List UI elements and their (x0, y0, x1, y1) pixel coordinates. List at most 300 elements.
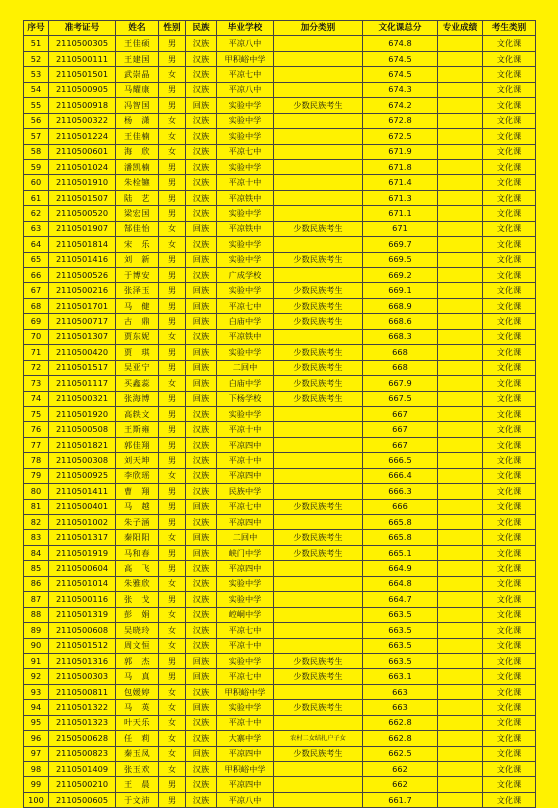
cell-seq: 73 (24, 376, 49, 391)
cell-major-score (438, 82, 483, 97)
table-row (24, 283, 536, 298)
cell-ethnicity: 汉族 (186, 129, 217, 144)
cell-candidate-type: 文化课 (483, 237, 536, 252)
cell-seq: 59 (24, 159, 49, 174)
table-body (24, 36, 536, 808)
cell-exam-id: 2110501512 (49, 638, 116, 653)
cell-bonus-type (274, 206, 363, 221)
cell-bonus-type: 少数民族考生 (274, 746, 363, 761)
table-row (24, 576, 536, 591)
table-row (24, 360, 536, 375)
cell-gender: 男 (159, 345, 186, 360)
cell-culture-score: 671.3 (363, 190, 438, 205)
header-bonus-type: 加分类别 (274, 21, 363, 36)
header-school: 毕业学校 (217, 21, 274, 36)
cell-gender: 男 (159, 175, 186, 190)
cell-candidate-type: 文化课 (483, 623, 536, 638)
cell-bonus-type: 少数民族考生 (274, 376, 363, 391)
cell-gender: 男 (159, 777, 186, 792)
cell-bonus-type (274, 82, 363, 97)
cell-school: 平凉四中 (217, 746, 274, 761)
cell-ethnicity: 回族 (186, 345, 217, 360)
table-row (24, 345, 536, 360)
table-row (24, 715, 536, 730)
cell-exam-id: 2110500420 (49, 345, 116, 360)
cell-candidate-type: 文化课 (483, 144, 536, 159)
cell-major-score (438, 268, 483, 283)
cell-ethnicity: 汉族 (186, 777, 217, 792)
cell-bonus-type: 少数民族考生 (274, 700, 363, 715)
cell-exam-id: 2110501517 (49, 360, 116, 375)
cell-exam-id: 2110500811 (49, 684, 116, 699)
cell-candidate-type: 文化课 (483, 777, 536, 792)
cell-school: 平凉七中 (217, 67, 274, 82)
cell-seq: 69 (24, 314, 49, 329)
cell-gender: 女 (159, 576, 186, 591)
cell-gender: 男 (159, 206, 186, 221)
cell-name: 郜佳怡 (116, 221, 159, 236)
cell-ethnicity: 汉族 (186, 206, 217, 221)
cell-major-score (438, 669, 483, 684)
cell-exam-id: 2110500601 (49, 144, 116, 159)
cell-bonus-type: 少数民族考生 (274, 345, 363, 360)
cell-bonus-type: 少数民族考生 (274, 221, 363, 236)
cell-seq: 55 (24, 98, 49, 113)
table-row (24, 237, 536, 252)
cell-name: 马和春 (116, 545, 159, 560)
cell-candidate-type: 文化课 (483, 221, 536, 236)
cell-name: 周文恒 (116, 638, 159, 653)
cell-major-score (438, 67, 483, 82)
cell-gender: 男 (159, 669, 186, 684)
cell-name: 王 晨 (116, 777, 159, 792)
cell-school: 实验中学 (217, 406, 274, 421)
cell-bonus-type (274, 422, 363, 437)
table-row (24, 592, 536, 607)
cell-ethnicity: 汉族 (186, 638, 217, 653)
cell-candidate-type: 文化课 (483, 329, 536, 344)
cell-culture-score: 671.4 (363, 175, 438, 190)
cell-school: 实验中学 (217, 237, 274, 252)
cell-exam-id: 2110501307 (49, 329, 116, 344)
cell-culture-score: 667 (363, 437, 438, 452)
cell-culture-score: 671.9 (363, 144, 438, 159)
cell-exam-id: 2110500905 (49, 82, 116, 97)
cell-school: 平凉七中 (217, 623, 274, 638)
cell-candidate-type: 文化课 (483, 576, 536, 591)
cell-gender: 女 (159, 144, 186, 159)
cell-major-score (438, 777, 483, 792)
cell-school: 平凉七中 (217, 499, 274, 514)
cell-seq: 66 (24, 268, 49, 283)
cell-major-score (438, 360, 483, 375)
cell-ethnicity: 回族 (186, 283, 217, 298)
cell-gender: 男 (159, 561, 186, 576)
cell-ethnicity: 汉族 (186, 175, 217, 190)
cell-major-score (438, 51, 483, 66)
cell-school: 平凉铁中 (217, 190, 274, 205)
cell-culture-score: 671.8 (363, 159, 438, 174)
cell-major-score (438, 607, 483, 622)
cell-culture-score: 664.9 (363, 561, 438, 576)
cell-ethnicity: 回族 (186, 252, 217, 267)
cell-exam-id: 2110501507 (49, 190, 116, 205)
cell-seq: 57 (24, 129, 49, 144)
cell-gender: 男 (159, 406, 186, 421)
cell-ethnicity: 回族 (186, 653, 217, 668)
cell-gender: 男 (159, 82, 186, 97)
cell-culture-score: 665.1 (363, 545, 438, 560)
cell-major-score (438, 129, 483, 144)
cell-exam-id: 2110500918 (49, 98, 116, 113)
cell-school: 平凉十中 (217, 638, 274, 653)
cell-gender: 男 (159, 499, 186, 514)
cell-major-score (438, 484, 483, 499)
cell-ethnicity: 回族 (186, 376, 217, 391)
cell-gender: 女 (159, 237, 186, 252)
cell-culture-score: 661.7 (363, 792, 438, 807)
cell-major-score (438, 221, 483, 236)
cell-candidate-type: 文化课 (483, 252, 536, 267)
cell-major-score (438, 437, 483, 452)
cell-name: 马 真 (116, 669, 159, 684)
cell-ethnicity: 汉族 (186, 67, 217, 82)
cell-exam-id: 2110500717 (49, 314, 116, 329)
cell-major-score (438, 98, 483, 113)
table-row (24, 190, 536, 205)
cell-major-score (438, 422, 483, 437)
table-row (24, 406, 536, 421)
table-row (24, 669, 536, 684)
cell-ethnicity: 汉族 (186, 792, 217, 807)
cell-ethnicity: 汉族 (186, 437, 217, 452)
cell-culture-score: 662.5 (363, 746, 438, 761)
cell-ethnicity: 汉族 (186, 453, 217, 468)
cell-seq: 68 (24, 298, 49, 313)
table-row (24, 175, 536, 190)
cell-seq: 71 (24, 345, 49, 360)
cell-ethnicity: 回族 (186, 221, 217, 236)
cell-gender: 女 (159, 329, 186, 344)
cell-candidate-type: 文化课 (483, 638, 536, 653)
cell-bonus-type (274, 561, 363, 576)
cell-ethnicity: 汉族 (186, 623, 217, 638)
cell-seq: 60 (24, 175, 49, 190)
cell-culture-score: 674.2 (363, 98, 438, 113)
cell-seq: 70 (24, 329, 49, 344)
cell-school: 二回中 (217, 360, 274, 375)
cell-major-score (438, 623, 483, 638)
cell-major-score (438, 329, 483, 344)
cell-gender: 男 (159, 252, 186, 267)
cell-exam-id: 2110501323 (49, 715, 116, 730)
cell-seq: 62 (24, 206, 49, 221)
cell-exam-id: 2110500111 (49, 51, 116, 66)
cell-school: 实验中学 (217, 113, 274, 128)
cell-school: 平凉铁中 (217, 221, 274, 236)
cell-school: 实验中学 (217, 159, 274, 174)
cell-major-score (438, 731, 483, 746)
cell-name: 郭 杰 (116, 653, 159, 668)
cell-bonus-type (274, 144, 363, 159)
cell-culture-score: 663.5 (363, 623, 438, 638)
cell-gender: 女 (159, 607, 186, 622)
cell-name: 冯智国 (116, 98, 159, 113)
cell-ethnicity: 回族 (186, 391, 217, 406)
cell-candidate-type: 文化课 (483, 314, 536, 329)
cell-seq: 74 (24, 391, 49, 406)
cell-name: 朱栓镳 (116, 175, 159, 190)
cell-major-score (438, 345, 483, 360)
cell-school: 平凉四中 (217, 777, 274, 792)
cell-gender: 女 (159, 376, 186, 391)
table-header-row (24, 21, 536, 36)
cell-name: 王斯雍 (116, 422, 159, 437)
cell-major-score (438, 283, 483, 298)
table-row (24, 159, 536, 174)
cell-candidate-type: 文化课 (483, 715, 536, 730)
cell-name: 朱子涵 (116, 515, 159, 530)
cell-culture-score: 669.1 (363, 283, 438, 298)
cell-culture-score: 674.5 (363, 51, 438, 66)
table-row (24, 437, 536, 452)
table-row (24, 113, 536, 128)
cell-major-score (438, 376, 483, 391)
cell-school: 实验中学 (217, 700, 274, 715)
cell-school: 甲积峪中学 (217, 762, 274, 777)
table-row (24, 499, 536, 514)
cell-exam-id: 2110501409 (49, 762, 116, 777)
cell-seq: 54 (24, 82, 49, 97)
cell-name: 陆 艺 (116, 190, 159, 205)
cell-ethnicity: 汉族 (186, 36, 217, 51)
cell-school: 甲积峪中学 (217, 51, 274, 66)
cell-gender: 男 (159, 36, 186, 51)
cell-gender: 男 (159, 51, 186, 66)
cell-major-score (438, 468, 483, 483)
cell-gender: 女 (159, 221, 186, 236)
cell-exam-id: 2110500605 (49, 792, 116, 807)
cell-seq: 100 (24, 792, 49, 807)
cell-ethnicity: 汉族 (186, 268, 217, 283)
cell-seq: 96 (24, 731, 49, 746)
cell-ethnicity: 回族 (186, 669, 217, 684)
cell-gender: 女 (159, 731, 186, 746)
cell-exam-id: 2110500308 (49, 453, 116, 468)
cell-candidate-type: 文化课 (483, 700, 536, 715)
table-row (24, 98, 536, 113)
cell-gender: 男 (159, 453, 186, 468)
cell-ethnicity: 汉族 (186, 144, 217, 159)
cell-culture-score: 663.5 (363, 653, 438, 668)
cell-exam-id: 2110500303 (49, 669, 116, 684)
cell-bonus-type: 少数民族考生 (274, 653, 363, 668)
cell-seq: 76 (24, 422, 49, 437)
cell-gender: 女 (159, 113, 186, 128)
cell-culture-score: 663.5 (363, 638, 438, 653)
cell-gender: 男 (159, 422, 186, 437)
cell-culture-score: 669.5 (363, 252, 438, 267)
cell-ethnicity: 汉族 (186, 113, 217, 128)
cell-bonus-type: 少数民族考生 (274, 360, 363, 375)
cell-seq: 94 (24, 700, 49, 715)
cell-bonus-type (274, 623, 363, 638)
cell-seq: 81 (24, 499, 49, 514)
cell-exam-id: 2110500520 (49, 206, 116, 221)
cell-bonus-type: 少数民族考生 (274, 298, 363, 313)
cell-bonus-type (274, 453, 363, 468)
cell-school: 白庙中学 (217, 376, 274, 391)
cell-candidate-type: 文化课 (483, 530, 536, 545)
cell-ethnicity: 回族 (186, 700, 217, 715)
cell-exam-id: 2110501501 (49, 67, 116, 82)
cell-gender: 男 (159, 268, 186, 283)
cell-seq: 72 (24, 360, 49, 375)
cell-gender: 男 (159, 283, 186, 298)
cell-candidate-type: 文化课 (483, 468, 536, 483)
cell-gender: 女 (159, 746, 186, 761)
header-ethnicity: 民族 (186, 21, 217, 36)
cell-candidate-type: 文化课 (483, 113, 536, 128)
cell-school: 平凉四中 (217, 561, 274, 576)
cell-candidate-type: 文化课 (483, 437, 536, 452)
cell-culture-score: 667 (363, 422, 438, 437)
cell-major-score (438, 792, 483, 807)
cell-name: 包媛婷 (116, 684, 159, 699)
cell-culture-score: 669.7 (363, 237, 438, 252)
cell-candidate-type: 文化课 (483, 669, 536, 684)
cell-bonus-type (274, 468, 363, 483)
cell-name: 彭 娟 (116, 607, 159, 622)
table-row (24, 453, 536, 468)
cell-culture-score: 666.4 (363, 468, 438, 483)
cell-seq: 80 (24, 484, 49, 499)
cell-name: 高 飞 (116, 561, 159, 576)
cell-gender: 男 (159, 437, 186, 452)
cell-seq: 64 (24, 237, 49, 252)
cell-name: 海 欣 (116, 144, 159, 159)
cell-gender: 男 (159, 98, 186, 113)
cell-seq: 51 (24, 36, 49, 51)
cell-ethnicity: 回族 (186, 530, 217, 545)
cell-seq: 83 (24, 530, 49, 545)
cell-bonus-type (274, 36, 363, 51)
cell-exam-id: 2110500823 (49, 746, 116, 761)
cell-candidate-type: 文化课 (483, 98, 536, 113)
table-row (24, 51, 536, 66)
cell-exam-id: 2110501411 (49, 484, 116, 499)
table-row (24, 623, 536, 638)
cell-candidate-type: 文化课 (483, 206, 536, 221)
cell-name: 刘 新 (116, 252, 159, 267)
cell-major-score (438, 453, 483, 468)
cell-exam-id: 2110501319 (49, 607, 116, 622)
cell-culture-score: 666.3 (363, 484, 438, 499)
cell-exam-id: 2110501920 (49, 406, 116, 421)
cell-culture-score: 665.8 (363, 530, 438, 545)
cell-school: 实验中学 (217, 98, 274, 113)
cell-name: 于文沛 (116, 792, 159, 807)
cell-seq: 82 (24, 515, 49, 530)
cell-name: 马 英 (116, 700, 159, 715)
cell-school: 广成学校 (217, 268, 274, 283)
cell-candidate-type: 文化课 (483, 391, 536, 406)
cell-gender: 女 (159, 715, 186, 730)
cell-gender: 男 (159, 314, 186, 329)
cell-seq: 53 (24, 67, 49, 82)
cell-gender: 男 (159, 360, 186, 375)
table-row (24, 700, 536, 715)
cell-exam-id: 2110500925 (49, 468, 116, 483)
cell-gender: 男 (159, 653, 186, 668)
table-row (24, 376, 536, 391)
cell-name: 叶天乐 (116, 715, 159, 730)
title-strip (0, 0, 558, 16)
cell-seq: 88 (24, 607, 49, 622)
cell-culture-score: 671.1 (363, 206, 438, 221)
cell-candidate-type: 文化课 (483, 190, 536, 205)
table-row (24, 422, 536, 437)
cell-major-score (438, 36, 483, 51)
cell-seq: 78 (24, 453, 49, 468)
cell-culture-score: 662 (363, 777, 438, 792)
cell-exam-id: 2110500210 (49, 777, 116, 792)
cell-name: 杨 潇 (116, 113, 159, 128)
cell-exam-id: 2110501322 (49, 700, 116, 715)
cell-gender: 男 (159, 792, 186, 807)
cell-school: 平凉七中 (217, 144, 274, 159)
header-exam-id: 准考证号 (49, 21, 116, 36)
table-row (24, 329, 536, 344)
cell-gender: 女 (159, 530, 186, 545)
table-row (24, 777, 536, 792)
cell-bonus-type: 少数民族考生 (274, 391, 363, 406)
header-culture-score: 文化课总分 (363, 21, 438, 36)
table-row (24, 762, 536, 777)
cell-exam-id: 2110501416 (49, 252, 116, 267)
cell-culture-score: 667.5 (363, 391, 438, 406)
cell-culture-score: 663 (363, 684, 438, 699)
cell-school: 实验中学 (217, 653, 274, 668)
cell-school: 实验中学 (217, 283, 274, 298)
cell-major-score (438, 252, 483, 267)
table-row (24, 252, 536, 267)
cell-name: 张海博 (116, 391, 159, 406)
cell-seq: 79 (24, 468, 49, 483)
cell-bonus-type (274, 159, 363, 174)
table-row (24, 298, 536, 313)
cell-name: 于博安 (116, 268, 159, 283)
table-row (24, 391, 536, 406)
cell-ethnicity: 汉族 (186, 715, 217, 730)
cell-exam-id: 2110501910 (49, 175, 116, 190)
cell-ethnicity: 汉族 (186, 561, 217, 576)
cell-exam-id: 2110500401 (49, 499, 116, 514)
cell-culture-score: 666.5 (363, 453, 438, 468)
table-row (24, 36, 536, 51)
cell-exam-id: 2110500305 (49, 36, 116, 51)
cell-bonus-type: 少数民族考生 (274, 283, 363, 298)
cell-seq: 58 (24, 144, 49, 159)
cell-name: 贾东妮 (116, 329, 159, 344)
cell-ethnicity: 回族 (186, 298, 217, 313)
cell-bonus-type (274, 592, 363, 607)
cell-culture-score: 664.8 (363, 576, 438, 591)
cell-bonus-type (274, 792, 363, 807)
cell-major-score (438, 638, 483, 653)
cell-name: 马耀康 (116, 82, 159, 97)
cell-candidate-type: 文化课 (483, 762, 536, 777)
